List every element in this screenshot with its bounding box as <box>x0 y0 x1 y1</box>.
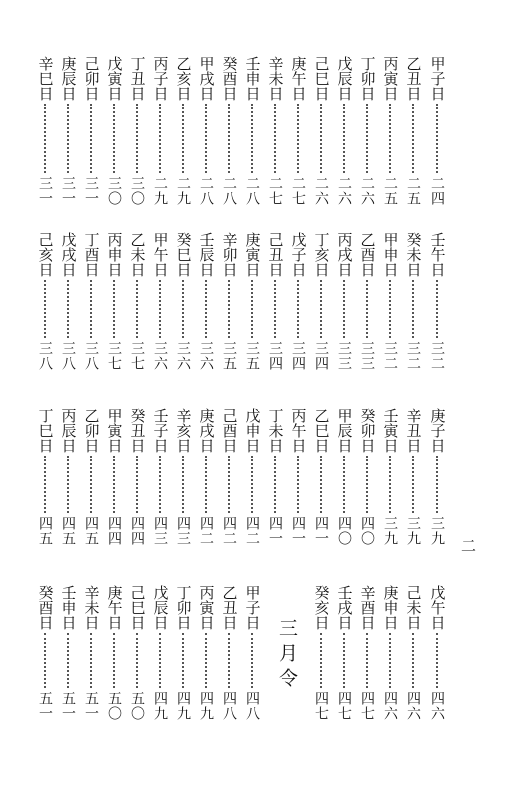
day-name: 甲子日 <box>243 585 262 630</box>
index-entry <box>58 56 78 206</box>
index-entry <box>242 232 262 371</box>
page-ref: 二八 <box>244 176 260 206</box>
day-name: 己未日 <box>404 585 423 630</box>
dot-leader <box>366 633 368 688</box>
page-ref: 三六 <box>175 341 191 371</box>
index-entry <box>357 585 377 721</box>
index-entry <box>58 232 78 371</box>
dot-leader <box>297 280 299 338</box>
index-entry <box>357 232 377 371</box>
index-entry <box>81 408 101 546</box>
dot-leader <box>412 633 414 688</box>
day-name: 辛酉日 <box>358 585 377 630</box>
day-name: 癸巳日 <box>174 232 193 277</box>
dot-leader <box>136 280 138 338</box>
index-entry <box>427 56 447 206</box>
page-ref: 三九 <box>429 516 445 546</box>
page-ref: 四〇 <box>336 516 352 546</box>
index-entry <box>357 408 377 546</box>
index-entry <box>127 408 147 546</box>
dot-leader <box>228 104 230 173</box>
index-entry <box>334 56 354 206</box>
day-name: 丁未日 <box>266 408 285 453</box>
dot-leader <box>343 104 345 173</box>
index-entry <box>127 585 147 721</box>
dot-leader <box>389 633 391 688</box>
page-ref: 三八 <box>83 341 99 371</box>
day-name: 乙未日 <box>128 232 147 277</box>
page-ref: 三一 <box>60 176 76 206</box>
dot-leader <box>113 280 115 338</box>
day-name: 辛未日 <box>82 585 101 630</box>
page-ref: 四三 <box>175 516 191 546</box>
index-entry <box>173 408 193 546</box>
day-name: 丙子日 <box>151 56 170 101</box>
page-ref: 三八 <box>60 341 76 371</box>
page-ref: 五一 <box>83 691 99 721</box>
day-name: 癸未日 <box>404 232 423 277</box>
index-entry <box>427 585 447 721</box>
page-ref: 三三 <box>336 341 352 371</box>
day-name: 癸亥日 <box>312 585 331 630</box>
index-entry <box>380 56 400 206</box>
page-ref: 四七 <box>336 691 352 721</box>
page-ref: 四六 <box>405 691 421 721</box>
page-ref: 三九 <box>405 516 421 546</box>
dot-leader <box>320 280 322 338</box>
index-entry <box>265 408 285 546</box>
index-entry <box>311 408 331 546</box>
day-name: 癸卯日 <box>358 408 377 453</box>
page-ref: 二五 <box>405 176 421 206</box>
day-name: 庚戌日 <box>197 408 216 453</box>
day-name: 庚午日 <box>289 56 308 101</box>
day-name: 戊子日 <box>289 232 308 277</box>
dot-leader <box>205 280 207 338</box>
day-name: 己酉日 <box>220 408 239 453</box>
index-entry <box>357 56 377 206</box>
page-ref: 三四 <box>313 341 329 371</box>
index-entry <box>127 56 147 206</box>
page-ref: 四八 <box>244 691 260 721</box>
page-ref: 四一 <box>313 516 329 546</box>
dot-leader <box>228 456 230 513</box>
day-name: 庚辰日 <box>59 56 78 101</box>
page-ref: 三二 <box>405 341 421 371</box>
index-entry <box>104 56 124 206</box>
dot-leader <box>182 280 184 338</box>
index-entry <box>311 56 331 206</box>
page-ref: 三六 <box>198 341 214 371</box>
page-ref: 三三 <box>359 341 375 371</box>
index-entry <box>219 408 239 546</box>
index-entry <box>104 232 124 371</box>
page-ref: 三九 <box>382 516 398 546</box>
dot-leader <box>251 280 253 338</box>
day-name: 丙戌日 <box>335 232 354 277</box>
page-ref: 二八 <box>221 176 237 206</box>
dot-leader <box>182 633 184 688</box>
page-ref: 四〇 <box>359 516 375 546</box>
index-entry <box>173 232 193 371</box>
dot-leader <box>412 104 414 173</box>
dot-leader <box>182 456 184 513</box>
day-name: 癸酉日 <box>36 585 55 630</box>
page-ref: 四五 <box>60 516 76 546</box>
index-entry <box>127 232 147 371</box>
dot-leader <box>67 280 69 338</box>
day-name: 己卯日 <box>82 56 101 101</box>
page-ref: 四五 <box>37 516 53 546</box>
page-ref: 四三 <box>152 516 168 546</box>
page-ref: 四一 <box>267 516 283 546</box>
day-name: 己亥日 <box>36 232 55 277</box>
dot-leader <box>90 104 92 173</box>
dot-leader <box>113 456 115 513</box>
day-name: 庚午日 <box>105 585 124 630</box>
index-entry <box>35 408 55 546</box>
page-ref: 二六 <box>336 176 352 206</box>
dot-leader <box>297 104 299 173</box>
day-name: 丙辰日 <box>59 408 78 453</box>
index-entry <box>150 232 170 371</box>
day-name: 丁亥日 <box>312 232 331 277</box>
dot-leader <box>436 280 438 338</box>
index-entry <box>58 585 78 721</box>
dot-leader <box>67 104 69 173</box>
index-entry <box>242 585 262 721</box>
day-name: 丁酉日 <box>82 232 101 277</box>
page-ref: 三一 <box>83 176 99 206</box>
page-ref: 四五 <box>83 516 99 546</box>
dot-leader <box>44 280 46 338</box>
day-name: 戊寅日 <box>105 56 124 101</box>
page-ref: 三七 <box>106 341 122 371</box>
day-name: 壬辰日 <box>197 232 216 277</box>
dot-leader <box>228 280 230 338</box>
dot-leader <box>44 456 46 513</box>
day-name: 壬寅日 <box>381 408 400 453</box>
day-name: 癸丑日 <box>128 408 147 453</box>
index-entry <box>196 585 216 721</box>
page-number: 二 <box>459 538 477 553</box>
page-ref: 四二 <box>198 516 214 546</box>
page-ref: 二七 <box>267 176 283 206</box>
dot-leader <box>389 104 391 173</box>
dot-leader <box>159 456 161 513</box>
page-ref: 二五 <box>382 176 398 206</box>
dot-leader <box>343 456 345 513</box>
page-ref: 三一 <box>37 176 53 206</box>
day-name: 甲子日 <box>428 56 447 101</box>
dot-leader <box>205 633 207 688</box>
day-name: 辛巳日 <box>36 56 55 101</box>
page-ref: 四六 <box>429 691 445 721</box>
dot-leader <box>182 104 184 173</box>
page-ref: 五一 <box>37 691 53 721</box>
index-entry <box>196 232 216 371</box>
page-ref: 二九 <box>152 176 168 206</box>
index-entry <box>403 408 423 546</box>
dot-leader <box>90 633 92 688</box>
dot-leader <box>320 104 322 173</box>
day-name: 己巳日 <box>312 56 331 101</box>
dot-leader <box>44 633 46 688</box>
day-name: 壬子日 <box>151 408 170 453</box>
index-entry <box>380 408 400 546</box>
dot-leader <box>44 104 46 173</box>
page-ref: 四二 <box>244 516 260 546</box>
page-ref: 三四 <box>290 341 306 371</box>
dot-leader <box>136 104 138 173</box>
index-entry <box>242 56 262 206</box>
index-entry <box>58 408 78 546</box>
page-ref: 四七 <box>359 691 375 721</box>
day-name: 丁巳日 <box>36 408 55 453</box>
day-name: 丁卯日 <box>174 585 193 630</box>
dot-leader <box>159 280 161 338</box>
dot-leader <box>366 280 368 338</box>
page-ref: 四七 <box>313 691 329 721</box>
dot-leader <box>436 456 438 513</box>
day-name: 庚寅日 <box>243 232 262 277</box>
dot-leader <box>297 456 299 513</box>
dot-leader <box>205 456 207 513</box>
day-name: 辛卯日 <box>220 232 239 277</box>
page-ref: 四四 <box>129 516 145 546</box>
dot-leader <box>389 456 391 513</box>
page-ref: 二八 <box>198 176 214 206</box>
page-ref: 四九 <box>152 691 168 721</box>
day-name: 甲申日 <box>381 232 400 277</box>
day-name: 乙亥日 <box>174 56 193 101</box>
day-name: 戊午日 <box>428 585 447 630</box>
day-name: 庚子日 <box>428 408 447 453</box>
dot-leader <box>251 633 253 688</box>
index-entry <box>334 585 354 721</box>
page-ref: 三七 <box>129 341 145 371</box>
day-name: 庚申日 <box>381 585 400 630</box>
index-entry <box>219 232 239 371</box>
page-ref: 二六 <box>359 176 375 206</box>
dot-leader <box>274 280 276 338</box>
index-entry <box>81 56 101 206</box>
dot-leader <box>136 456 138 513</box>
index-entry <box>104 408 124 546</box>
day-name: 戊申日 <box>243 408 262 453</box>
section-title-third-month: 三月令 <box>276 618 298 693</box>
day-name: 丙寅日 <box>197 585 216 630</box>
dot-leader <box>205 104 207 173</box>
day-name: 丙午日 <box>289 408 308 453</box>
day-name: 己丑日 <box>266 232 285 277</box>
day-name: 乙丑日 <box>220 585 239 630</box>
page-ref: 三二 <box>382 341 398 371</box>
dot-leader <box>113 633 115 688</box>
index-entry <box>288 408 308 546</box>
dot-leader <box>320 456 322 513</box>
dot-leader <box>366 456 368 513</box>
index-entry <box>403 56 423 206</box>
dot-leader <box>159 104 161 173</box>
dot-leader <box>436 633 438 688</box>
index-entry <box>288 232 308 371</box>
index-entry <box>35 56 55 206</box>
index-entry <box>334 408 354 546</box>
dot-leader <box>136 633 138 688</box>
index-entry <box>427 408 447 546</box>
day-name: 丙申日 <box>105 232 124 277</box>
index-entry <box>380 585 400 721</box>
page-ref: 四二 <box>221 516 237 546</box>
day-name: 甲辰日 <box>335 408 354 453</box>
day-name: 辛亥日 <box>174 408 193 453</box>
day-name: 壬戌日 <box>335 585 354 630</box>
day-name: 辛未日 <box>266 56 285 101</box>
index-entry <box>380 232 400 371</box>
dot-leader <box>320 633 322 688</box>
index-entry <box>81 232 101 371</box>
page-ref: 四九 <box>198 691 214 721</box>
day-name: 乙丑日 <box>404 56 423 101</box>
dot-leader <box>343 633 345 688</box>
day-name: 丙寅日 <box>381 56 400 101</box>
index-entry <box>334 232 354 371</box>
page-ref: 三四 <box>267 341 283 371</box>
dot-leader <box>90 280 92 338</box>
dot-leader <box>412 280 414 338</box>
index-entry <box>219 56 239 206</box>
page-ref: 三五 <box>221 341 237 371</box>
day-name: 壬午日 <box>428 232 447 277</box>
day-name: 乙酉日 <box>358 232 377 277</box>
day-name: 丁丑日 <box>128 56 147 101</box>
dot-leader <box>67 456 69 513</box>
index-entry <box>104 585 124 721</box>
index-entry <box>150 585 170 721</box>
index-entry <box>219 585 239 721</box>
dot-leader <box>274 456 276 513</box>
dot-leader <box>389 280 391 338</box>
index-entry <box>403 585 423 721</box>
page-ref: 二七 <box>290 176 306 206</box>
day-name: 癸酉日 <box>220 56 239 101</box>
page-ref: 五〇 <box>106 691 122 721</box>
index-entry <box>196 56 216 206</box>
index-entry <box>427 232 447 371</box>
dot-leader <box>228 633 230 688</box>
dot-leader <box>251 104 253 173</box>
index-entry <box>311 232 331 371</box>
day-name: 甲寅日 <box>105 408 124 453</box>
day-name: 乙卯日 <box>82 408 101 453</box>
dot-leader <box>366 104 368 173</box>
page-ref: 五〇 <box>129 691 145 721</box>
index-entry <box>242 408 262 546</box>
page-ref: 三〇 <box>129 176 145 206</box>
page-ref: 二四 <box>429 176 445 206</box>
index-entry <box>150 56 170 206</box>
page-ref: 二九 <box>175 176 191 206</box>
dot-leader <box>412 456 414 513</box>
page-ref: 三二 <box>429 341 445 371</box>
index-entry <box>35 232 55 371</box>
day-name: 己巳日 <box>128 585 147 630</box>
page-ref: 四九 <box>175 691 191 721</box>
dot-leader <box>113 104 115 173</box>
index-entry <box>288 56 308 206</box>
page-ref: 二六 <box>313 176 329 206</box>
page-ref: 四八 <box>221 691 237 721</box>
day-name: 戊戌日 <box>59 232 78 277</box>
dot-leader <box>436 104 438 173</box>
page-ref: 五一 <box>60 691 76 721</box>
day-name: 壬申日 <box>59 585 78 630</box>
day-name: 壬申日 <box>243 56 262 101</box>
dot-leader <box>90 456 92 513</box>
page-ref: 三〇 <box>106 176 122 206</box>
day-name: 戊辰日 <box>151 585 170 630</box>
index-entry <box>173 56 193 206</box>
index-entry <box>150 408 170 546</box>
dot-leader <box>274 104 276 173</box>
index-entry <box>311 585 331 721</box>
day-name: 丁卯日 <box>358 56 377 101</box>
dot-leader <box>159 633 161 688</box>
page-ref: 四六 <box>382 691 398 721</box>
index-entry <box>403 232 423 371</box>
dot-leader <box>67 633 69 688</box>
day-name: 戊辰日 <box>335 56 354 101</box>
page-ref: 三五 <box>244 341 260 371</box>
index-entry <box>265 56 285 206</box>
day-name: 辛丑日 <box>404 408 423 453</box>
day-name: 乙巳日 <box>312 408 331 453</box>
index-entry <box>173 585 193 721</box>
index-entry <box>35 585 55 721</box>
index-entry <box>265 232 285 371</box>
page-ref: 四四 <box>106 516 122 546</box>
index-entry <box>196 408 216 546</box>
dot-leader <box>251 456 253 513</box>
page-ref: 三六 <box>152 341 168 371</box>
dot-leader <box>343 280 345 338</box>
day-name: 甲午日 <box>151 232 170 277</box>
index-entry <box>81 585 101 721</box>
day-name: 甲戌日 <box>197 56 216 101</box>
page-ref: 三八 <box>37 341 53 371</box>
page-ref: 四一 <box>290 516 306 546</box>
